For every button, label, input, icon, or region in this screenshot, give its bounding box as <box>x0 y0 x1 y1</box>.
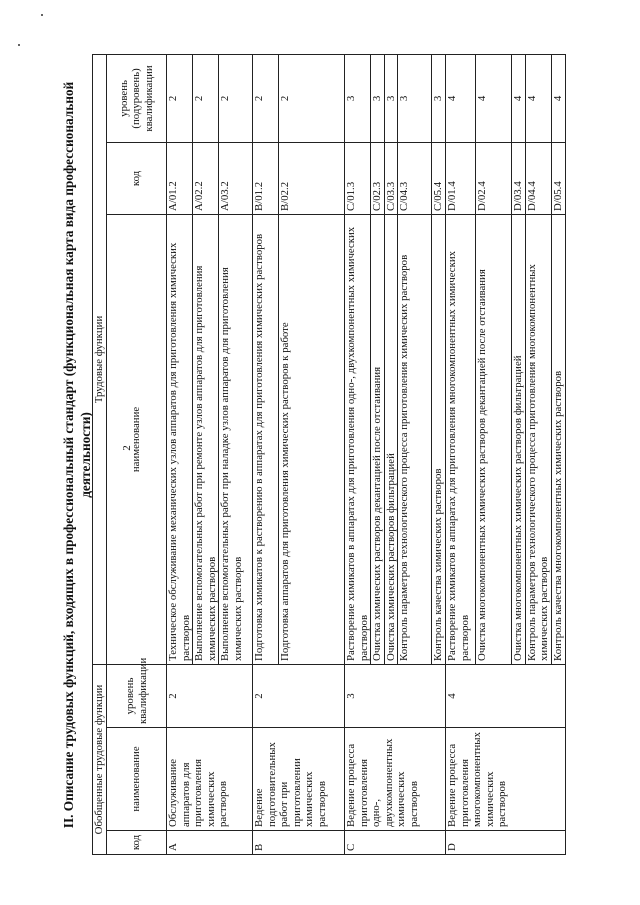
function-level: 4 <box>512 54 526 142</box>
header-code: код <box>107 831 167 855</box>
group-level: 4 <box>446 664 566 727</box>
function-level: 4 <box>476 54 512 142</box>
function-level: 3 <box>345 54 371 142</box>
function-name: Растворение химикатов в аппаратах для приготовления многокомпонентных химических растворов <box>446 214 476 664</box>
function-code: D/01.4 <box>446 142 476 214</box>
function-code: C/01.3 <box>345 142 371 214</box>
function-name: Контроль параметров технологического процесса приготовления химических растворов <box>398 214 432 664</box>
function-name: Очистка многокомпонентных химических растворов декантацией после отстаивания <box>476 214 512 664</box>
function-code: D/05.4 <box>551 142 565 214</box>
group-code: B <box>253 831 345 855</box>
header-generalized: Обобщенные трудовые функции <box>93 664 107 854</box>
function-level: 3 <box>432 54 446 142</box>
function-level: 4 <box>446 54 476 142</box>
function-name: Очистка многокомпонентных химических растворов фильтрацией <box>512 214 526 664</box>
function-name: Контроль качества химических растворов <box>432 214 446 664</box>
group-level: 2 <box>167 664 253 727</box>
page-number: 2 <box>120 445 133 451</box>
function-level: 2 <box>279 54 345 142</box>
group-name: Ведение процесса приготовления многокомпонентных химических растворов <box>446 728 566 831</box>
function-code: D/03.4 <box>512 142 526 214</box>
function-level: 2 <box>193 54 219 142</box>
function-code: D/04.4 <box>525 142 551 214</box>
function-name: Подготовка химикатов к растворению в аппаратах для приготовления химических растворов <box>253 214 279 664</box>
function-name: Очистка химических растворов декантацией после отстаивания <box>371 214 385 664</box>
function-code: A/01.2 <box>167 142 193 214</box>
function-name: Выполнение вспомогательных работ при наладке узлов аппаратов для приготовления химических растворов <box>219 214 253 664</box>
group-level: 2 <box>253 664 345 727</box>
header-tf-code: код <box>107 142 167 214</box>
function-level: 2 <box>219 54 253 142</box>
function-code: D/02.4 <box>476 142 512 214</box>
function-level: 3 <box>384 54 398 142</box>
function-code: B/02.2 <box>279 142 345 214</box>
function-code: A/02.2 <box>193 142 219 214</box>
function-level: 4 <box>551 54 565 142</box>
function-code: C/02.3 <box>371 142 385 214</box>
header-tf-name: наименование <box>107 214 167 664</box>
group-code: A <box>167 831 253 855</box>
group-name: Ведение подготовительных работ при приготовлении химических растворов <box>253 728 345 831</box>
group-name: Ведение процесса приготовления одно-, двухкомпонентных химических растворов <box>345 728 446 831</box>
function-name: Техническое обслуживание механических узлов аппаратов для приготовления химических растворов <box>167 214 193 664</box>
function-level: 2 <box>167 54 193 142</box>
group-level: 3 <box>345 664 446 727</box>
header-labor: Трудовые функции <box>93 54 107 664</box>
group-name: Обслуживание аппаратов для приготовления химических растворов <box>167 728 253 831</box>
function-name: Очистка химических растворов фильтрацией <box>384 214 398 664</box>
header-qual: уровень квалификации <box>107 664 167 727</box>
function-name: Растворение химикатов в аппаратах для приготовления одно-, двухкомпонентных химических растворов <box>345 214 371 664</box>
function-code: A/03.2 <box>219 142 253 214</box>
function-level: 4 <box>525 54 551 142</box>
header-tf-level: уровень (подуровень) квалификации <box>107 54 167 142</box>
section-title: II. Описание трудовых функций, входящих в профессиональный стандарт (функциональная карта вида профессиональной деятельности) <box>61 81 93 829</box>
function-name: Контроль параметров технологического процесса приготовления многокомпонентных химических растворов <box>525 214 551 664</box>
function-code: C/04.3 <box>398 142 432 214</box>
functional-map-table <box>92 54 566 855</box>
function-level: 3 <box>371 54 385 142</box>
function-name: Контроль качества многокомпонентных химических растворов <box>551 214 565 664</box>
group-code: D <box>446 831 566 855</box>
function-code: C/03.3 <box>384 142 398 214</box>
header-name: наименование <box>107 728 167 831</box>
function-name: Подготовка аппаратов для приготовления химических растворов к работе <box>279 214 345 664</box>
group-code: C <box>345 831 446 855</box>
function-name: Выполнение вспомогательных работ при ремонте узлов аппаратов для приготовления химических растворов <box>193 214 219 664</box>
function-level: 3 <box>398 54 432 142</box>
function-code: B/01.2 <box>253 142 279 214</box>
function-code: C/05.4 <box>432 142 446 214</box>
function-level: 2 <box>253 54 279 142</box>
